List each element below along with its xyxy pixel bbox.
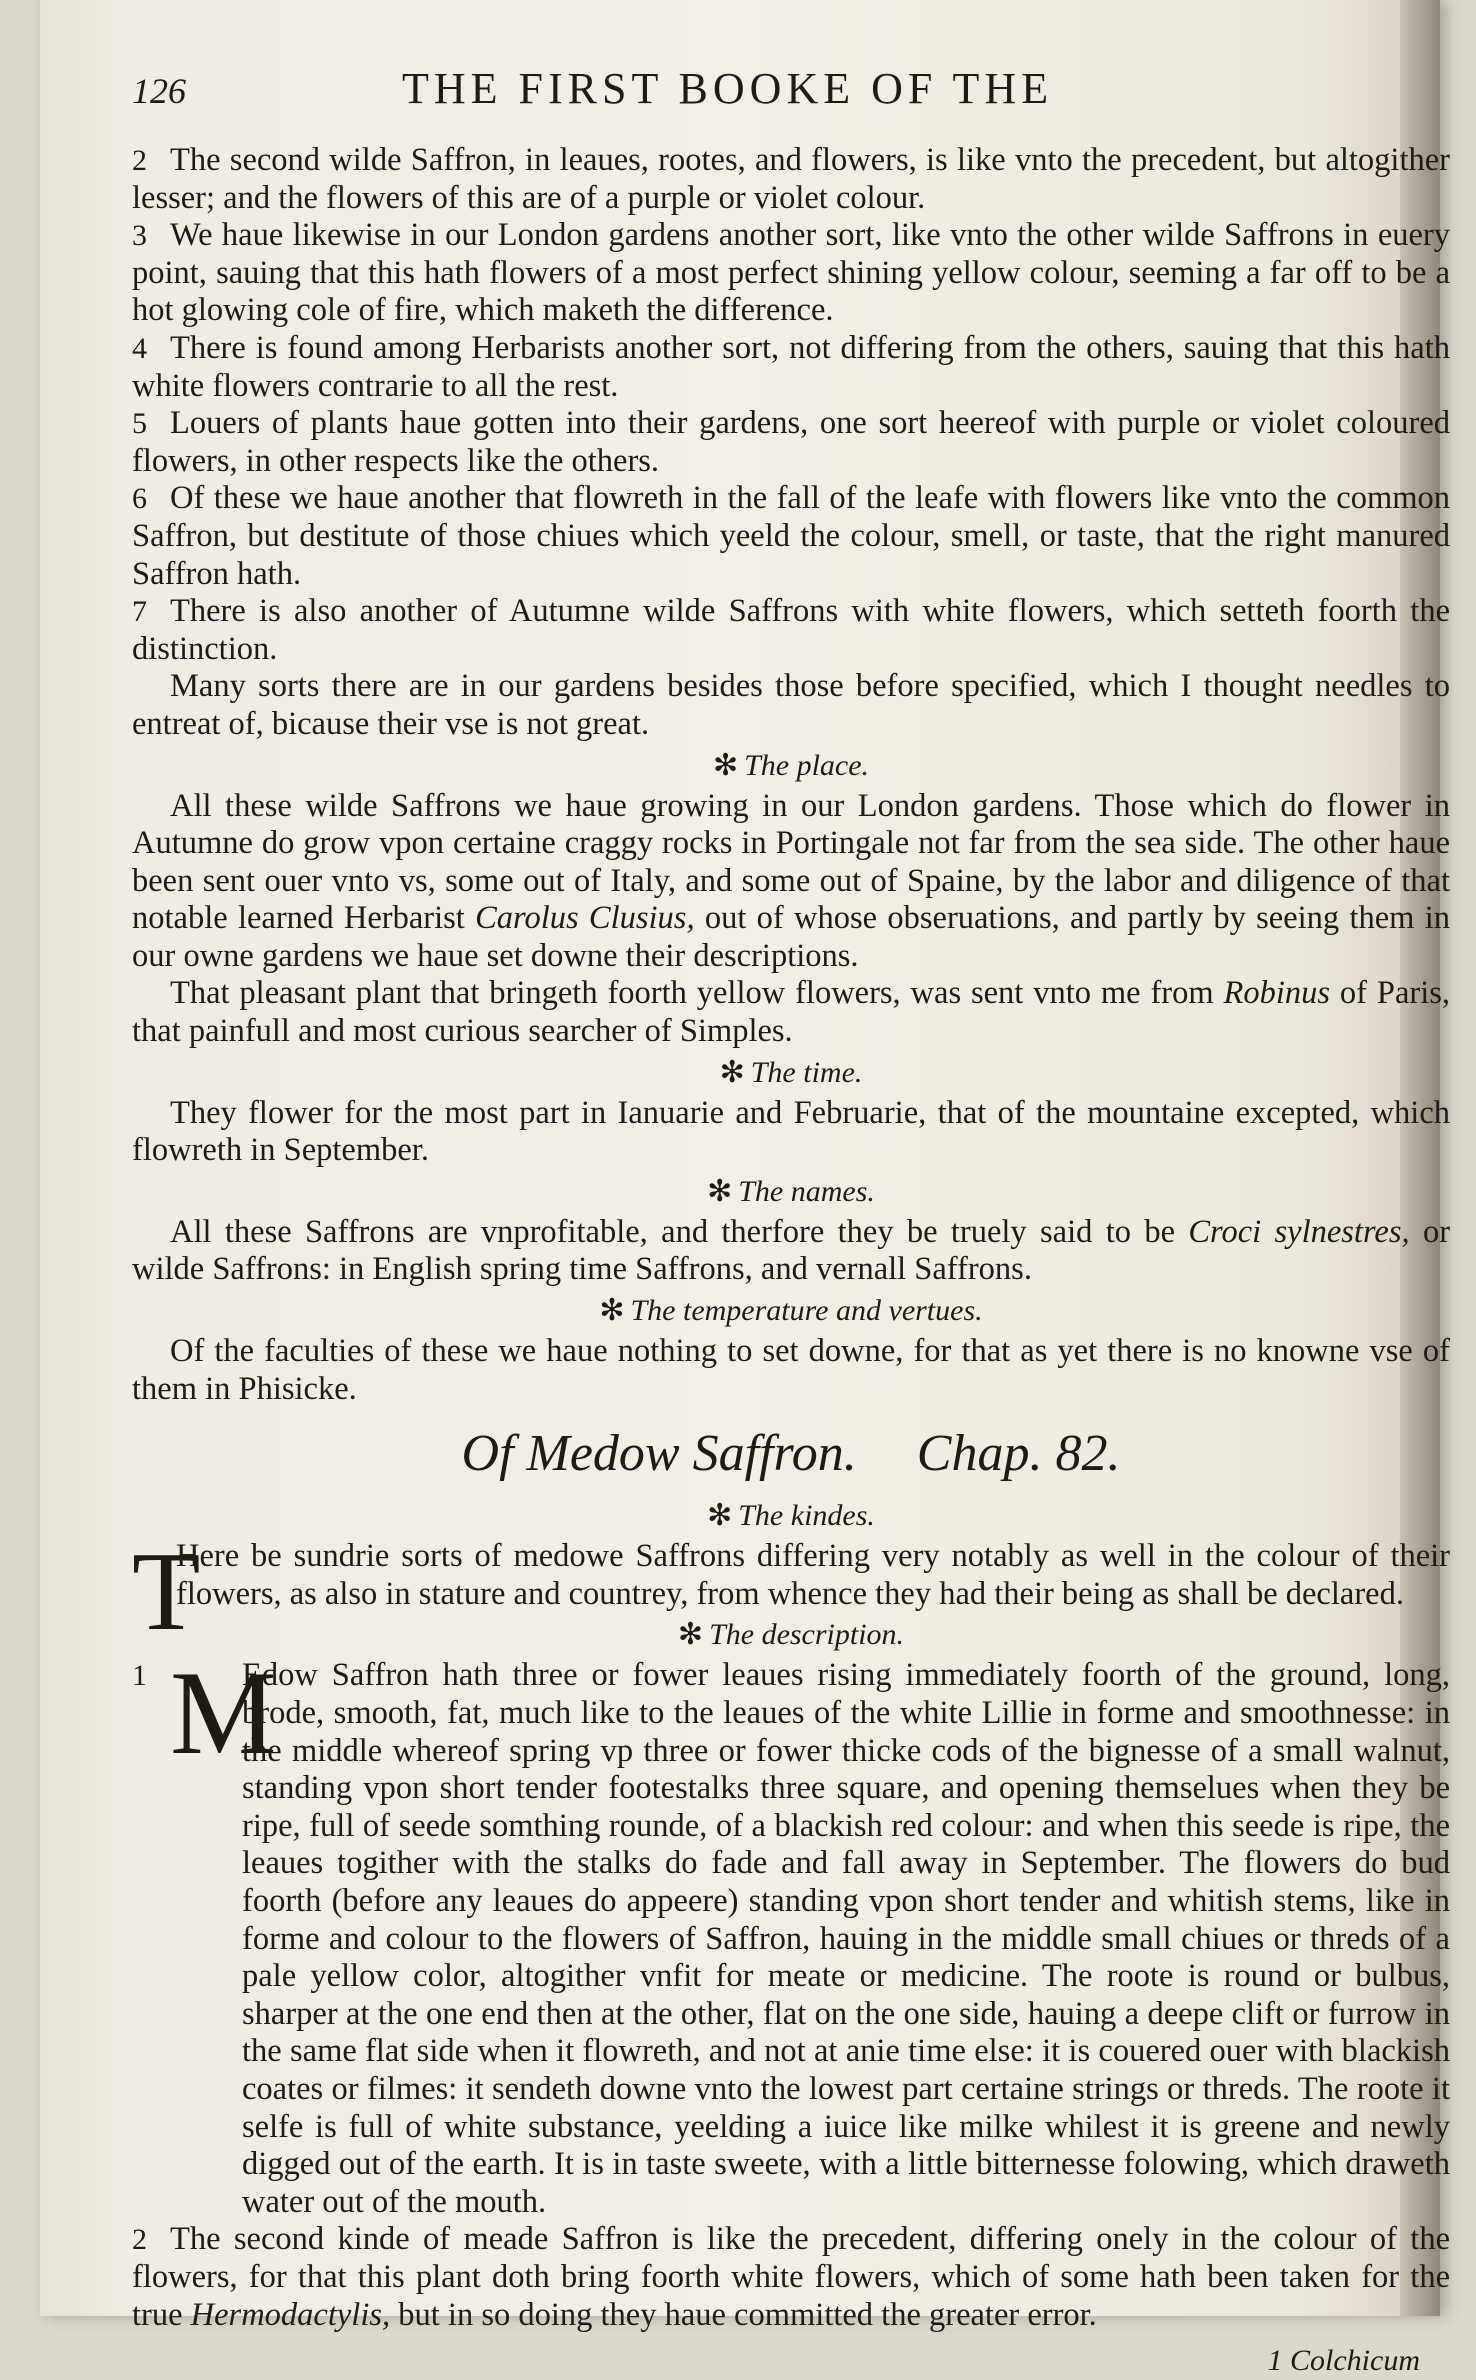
paragraph-names: All these Saffrons are vnprofitable, and therfore they be truely said to be Croci sylnestres, or wilde Saffrons: in English spring time Saffrons, and vernall Saffrons. bbox=[132, 1213, 1451, 1288]
item-number: 7 bbox=[132, 595, 147, 629]
chapter-number: Chap. 82. bbox=[916, 1425, 1121, 1483]
asterism-icon: ✻ bbox=[719, 1055, 745, 1089]
paragraph-3 bbox=[132, 217, 1450, 330]
asterism-icon: ✻ bbox=[599, 1294, 625, 1328]
item-number: 2 bbox=[132, 2223, 147, 2257]
paragraph-text: Louers of plants haue gotten into their gardens, one sort heereof with purple or violet coloured flowers, in other respects like the others. bbox=[132, 405, 1450, 479]
item-number: 1 bbox=[132, 1659, 147, 1693]
author-name: Carolus Clusius, bbox=[475, 900, 695, 937]
paragraph-6 bbox=[132, 480, 1450, 593]
paragraph-text: Of these we haue another that flowreth in the fall of the leafe with flowers like vnto the common Saffron, but destitute of those chiues which yeeld the colour, smell, or taste, that the right manured Saffron hath. bbox=[132, 480, 1450, 592]
latin-name: Hermodactylis, bbox=[190, 2296, 391, 2333]
section-heading-names: ✻ The names. bbox=[707, 1174, 875, 1208]
paragraph-text: We haue likewise in our London gardens another sort, like vnto the other wilde Saffrons in euery point, sauing that this hath flowers of a most perfect shining yellow colour, seeming a far off to be a hot glowing cole of fire, which maketh the difference. bbox=[132, 217, 1450, 329]
paragraph-text: There is also another of Autumne wilde Saffrons with white flowers, which setteth foorth the distinction. bbox=[132, 593, 1450, 667]
paragraph-4 bbox=[132, 330, 1450, 405]
paragraph-second-kinde: 2 The second kinde of meade Saffron is like the precedent, differing onely in the colour of the flowers, for that this plant doth bring foorth white flowers, which of some hath been taken for the true Hermodactylis, but in so doing they haue committed the greater error. bbox=[132, 2221, 1450, 2333]
paragraph-time: They flower for the most part in Ianuarie and Februarie, that of the mountaine excepted, which flowreth in September. bbox=[132, 1094, 1450, 1169]
section-heading-time: ✻ The time. bbox=[719, 1055, 863, 1089]
item-number: 4 bbox=[132, 331, 147, 365]
section-heading-description: ✻ The description. bbox=[677, 1618, 905, 1652]
asterism-icon: ✻ bbox=[707, 1499, 733, 1533]
asterism-icon: ✻ bbox=[707, 1174, 733, 1208]
person-name: Robinus bbox=[1223, 975, 1331, 1012]
running-head bbox=[132, 64, 1450, 142]
paragraph-text: Here be sundrie sorts of medowe Saffrons differing very notably as well in the colour of their flowers, as also in stature and countrey, from whence they had their being as shall be declared. bbox=[176, 1538, 1450, 1612]
paragraph-description bbox=[132, 1646, 1450, 2221]
paragraph-7 bbox=[132, 593, 1450, 668]
asterism-icon: ✻ bbox=[677, 1618, 704, 1652]
latin-name: Croci sylnestres, bbox=[1188, 1213, 1410, 1250]
item-number: 5 bbox=[132, 407, 147, 441]
running-title: THE FIRST BOOKE OF THE bbox=[402, 64, 1054, 113]
section-heading-place: ✻ The place. bbox=[712, 748, 870, 782]
asterism-icon: ✻ bbox=[712, 748, 739, 782]
paragraph-text: There is found among Herbarists another sort, not differing from the others, sauing that this hath white flowers contrarie to all the rest. bbox=[132, 329, 1450, 404]
page-content bbox=[132, 64, 1451, 2380]
paragraph-place: All these wilde Saffrons we haue growing in our London gardens. Those which do flower in Autumne do grow vpon certaine craggy rocks in Portingale not far from the sea side. The other haue been sent ouer vnto vs, some out of Italy, and some out of Spaine, by the labor and diligence of that notable learned Herbarist Carolus Clusius, out of whose obseruations, and partly by seeing them in our owne gardens we haue set downe their descriptions. bbox=[132, 787, 1451, 974]
paragraph-5 bbox=[132, 405, 1450, 480]
paragraph-2 bbox=[132, 142, 1450, 217]
paragraph-pleasant-plant: That pleasant plant that bringeth foorth yellow flowers, was sent vnto me from Robinus of Paris, that painfull and most curious searcher of Simples. bbox=[132, 975, 1451, 1050]
item-number: 2 bbox=[132, 144, 147, 177]
item-number: 6 bbox=[132, 482, 147, 516]
paragraph-many-sorts: Many sorts there are in our gardens besides those before specified, which I thought needles to entreat of, bicause their vse is not great. bbox=[132, 668, 1450, 742]
catchword: 1 Colchicum bbox=[1267, 2344, 1420, 2378]
chapter-name: Of Medow Saffron. bbox=[461, 1425, 857, 1483]
page-number: 126 bbox=[132, 71, 186, 111]
paragraph-text: Edow Saffron hath three or fower leaues rising immediately foorth of the ground, long, brode, smooth, fat, much like to the leaues of the white Lillie in forme and smoothnesse: in the middle whereof spring vp three or fower thicke cods of the bignesse of a small walnut, standing vpon short tender footestalks three square, and opening themselues when they be ripe, full of seede somthing rounde, of a blackish red colour: and when this seede is ripe, the leaues togither with the stalks do fade and fall away in September. The flowers do bud foorth (before any leaues do appeere) standing vpon short tender and whitish stems, like in forme and colour to the flowers of Saffron, hauing in the middle small chiues or threds of a pale yellow color, altogither vnfit for meate or medicine. The roote is round or bulbus, sharper at the one end then at the other, flat on the one side, hauing a deepe clift or furrow in the same flat side when it flowreth, and not at anie time else: it is couered ouer with blackish coates or filmes: it sendeth downe vnto the lowest part certaine strings or threds. The roote it selfe is full of white substance, yeelding a iuice like milke whilest it is greene and newly digged out of the earth. It is in taste sweete, with a little bitternesse folowing, which draweth water out of the mouth. bbox=[242, 1657, 1450, 2220]
section-heading-kindes: ✻ The kindes. bbox=[707, 1499, 875, 1533]
book-page bbox=[40, 0, 1451, 2378]
drop-cap: T bbox=[132, 1530, 201, 1655]
drop-cap: M bbox=[170, 1646, 277, 1780]
item-number: 3 bbox=[132, 219, 147, 253]
chapter-title bbox=[132, 1414, 1450, 1494]
section-heading-temperature: ✻ The temperature and vertues. bbox=[599, 1294, 983, 1328]
paragraph-temperature: Of the faculties of these we haue nothing to set downe, for that as yet there is no knowne vse of them in Phisicke. bbox=[132, 1333, 1450, 1407]
paragraph-text: The second wilde Saffron, in leaues, rootes, and flowers, is like vnto the precedent, but altogither lesser; and the flowers of this are of a purple or violet colour. bbox=[132, 142, 1450, 216]
